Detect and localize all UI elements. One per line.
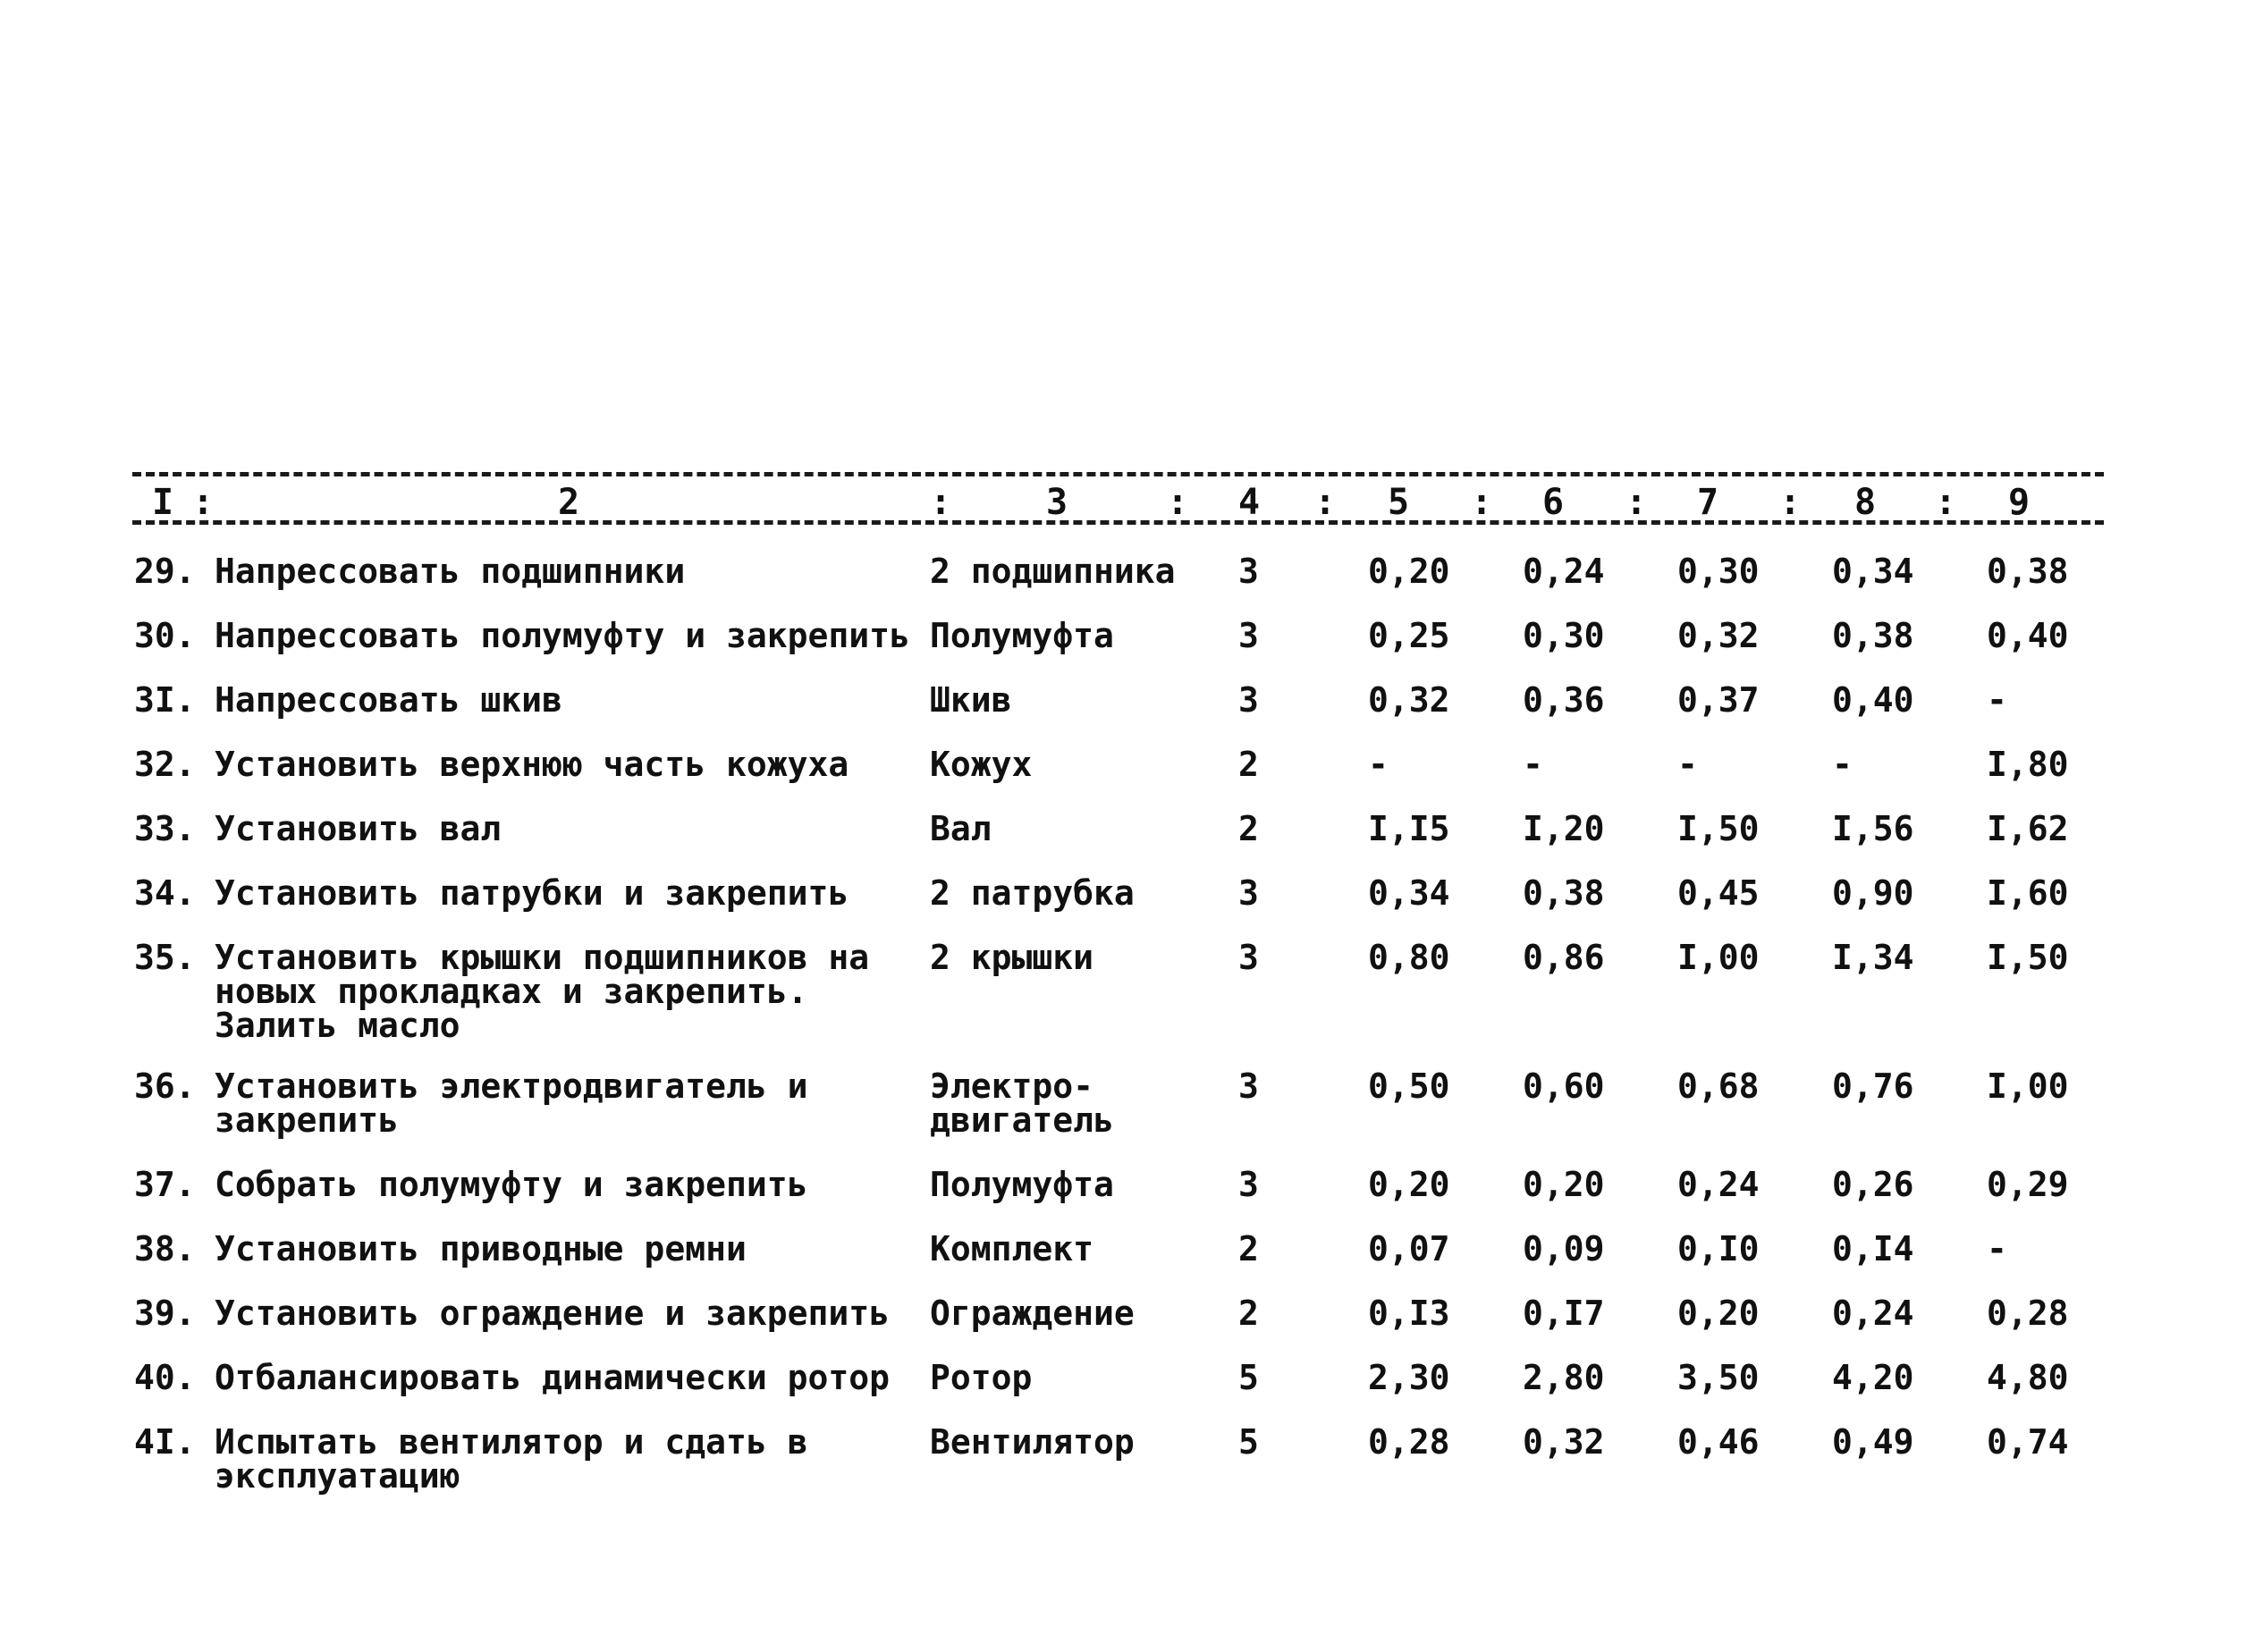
header-col-9: 9 [2008, 482, 2031, 523]
object-name: Полумуфта [930, 1165, 1114, 1204]
operation-description: Напрессовать подшипники [215, 552, 686, 591]
category-value: 2 [1238, 1294, 1259, 1333]
value-col-5: 2,30 [1368, 1358, 1450, 1397]
value-col-5: 0,I3 [1368, 1294, 1450, 1333]
object-name: 2 крышки [930, 938, 1094, 977]
value-col-5: I,I5 [1368, 809, 1450, 848]
row-number: 36. [134, 1066, 196, 1106]
header-col-8: 8 [1854, 482, 1877, 523]
header-col-6: 6 [1542, 482, 1565, 523]
value-col-6: I,20 [1523, 809, 1605, 848]
table-top-rule [132, 472, 2104, 476]
header-col-7: 7 [1697, 482, 1719, 523]
value-col-5: 0,25 [1368, 616, 1450, 655]
header-col-3: 3 [1046, 482, 1068, 523]
operation-description: Установить электродвигатель и закрепить [215, 1066, 808, 1140]
value-col-9: I,80 [1987, 745, 2069, 784]
value-col-9: I,00 [1987, 1066, 2069, 1106]
header-separator: : [1779, 482, 1802, 523]
value-col-5: 0,80 [1368, 938, 1450, 977]
value-col-6: 0,86 [1523, 938, 1605, 977]
object-name: Ротор [930, 1358, 1033, 1397]
row-number: 40. [134, 1358, 196, 1397]
operation-description: Собрать полумуфту и закрепить [215, 1165, 808, 1204]
header-separator: : [1471, 482, 1493, 523]
operation-description: Установить крышки подшипников на новых прокладках и закрепить. Залить масло [215, 938, 870, 1045]
value-col-5: 0,28 [1368, 1422, 1450, 1462]
value-col-9: I,62 [1987, 809, 2069, 848]
value-col-6: 2,80 [1523, 1358, 1605, 1397]
category-value: 2 [1238, 745, 1259, 784]
object-name: Кожух [930, 745, 1033, 784]
value-col-8: 0,I4 [1832, 1229, 1914, 1268]
object-name: Полумуфта [930, 616, 1114, 655]
category-value: 5 [1238, 1358, 1259, 1397]
category-value: 5 [1238, 1422, 1259, 1462]
object-name: Вентилятор [930, 1422, 1135, 1462]
value-col-9: 0,40 [1987, 616, 2069, 655]
row-number: 34. [134, 873, 196, 913]
value-col-7: 0,46 [1677, 1422, 1760, 1462]
category-value: 3 [1238, 1066, 1259, 1106]
value-col-5: 0,20 [1368, 1165, 1450, 1204]
header-bottom-rule [132, 520, 2104, 525]
object-name: Ограждение [930, 1294, 1135, 1333]
value-col-7: I,00 [1677, 938, 1760, 977]
header-separator: : [192, 482, 215, 523]
header-separator: : [1167, 482, 1189, 523]
value-col-6: 0,36 [1523, 680, 1605, 720]
object-name: Шкив [930, 680, 1012, 720]
operation-description: Испытать вентилятор и сдать в эксплуатацию [215, 1422, 808, 1496]
category-value: 3 [1238, 680, 1259, 720]
row-number: 39. [134, 1294, 196, 1333]
object-name: 2 подшипника [930, 552, 1176, 591]
table-header [0, 483, 2246, 522]
value-col-6: 0,24 [1523, 552, 1605, 591]
value-col-6: 0,60 [1523, 1066, 1605, 1106]
value-col-9: 0,28 [1987, 1294, 2069, 1333]
value-col-9: 0,38 [1987, 552, 2069, 591]
value-col-6: 0,09 [1523, 1229, 1605, 1268]
value-col-5: 0,07 [1368, 1229, 1450, 1268]
header-separator: : [1625, 482, 1648, 523]
value-col-5: 0,50 [1368, 1066, 1450, 1106]
row-number: 38. [134, 1229, 196, 1268]
category-value: 2 [1238, 1229, 1259, 1268]
value-col-8: 0,40 [1832, 680, 1914, 720]
value-col-9: 0,29 [1987, 1165, 2069, 1204]
value-col-6: 0,38 [1523, 873, 1605, 913]
value-col-7: 0,32 [1677, 616, 1760, 655]
header-col-2: 2 [558, 482, 580, 523]
value-col-7: 0,45 [1677, 873, 1760, 913]
value-col-9: 0,74 [1987, 1422, 2069, 1462]
value-col-7: 0,20 [1677, 1294, 1760, 1333]
value-col-7: 3,50 [1677, 1358, 1760, 1397]
value-col-8: I,34 [1832, 938, 1914, 977]
header-separator: : [930, 482, 952, 523]
value-col-7: 0,24 [1677, 1165, 1760, 1204]
value-col-8: - [1832, 745, 1853, 784]
category-value: 2 [1238, 809, 1259, 848]
operation-description: Отбалансировать динамически ротор [215, 1358, 890, 1397]
row-number: 3I. [134, 680, 196, 720]
value-col-5: 0,34 [1368, 873, 1450, 913]
category-value: 3 [1238, 1165, 1259, 1204]
header-col-4: 4 [1238, 482, 1261, 523]
operation-description: Установить приводные ремни [215, 1229, 747, 1268]
operation-description: Установить верхнюю часть кожуха [215, 745, 849, 784]
value-col-8: 0,76 [1832, 1066, 1914, 1106]
value-col-9: I,60 [1987, 873, 2069, 913]
value-col-5: - [1368, 745, 1389, 784]
row-number: 30. [134, 616, 196, 655]
value-col-6: - [1523, 745, 1543, 784]
value-col-6: 0,30 [1523, 616, 1605, 655]
value-col-8: 0,90 [1832, 873, 1914, 913]
value-col-8: 0,26 [1832, 1165, 1914, 1204]
value-col-9: - [1987, 1229, 2007, 1268]
operation-description: Напрессовать шкив [215, 680, 562, 720]
operation-description: Установить патрубки и закрепить [215, 873, 849, 913]
row-number: 32. [134, 745, 196, 784]
operation-description: Напрессовать полумуфту и закрепить [215, 616, 910, 655]
operation-description: Установить ограждение и закрепить [215, 1294, 890, 1333]
header-col-5: 5 [1388, 482, 1410, 523]
value-col-7: - [1677, 745, 1698, 784]
value-col-7: 0,I0 [1677, 1229, 1760, 1268]
value-col-7: I,50 [1677, 809, 1760, 848]
value-col-8: 0,24 [1832, 1294, 1914, 1333]
value-col-6: 0,20 [1523, 1165, 1605, 1204]
value-col-8: 0,38 [1832, 616, 1914, 655]
object-name: Электро- двигатель [930, 1066, 1114, 1140]
row-number: 37. [134, 1165, 196, 1204]
value-col-7: 0,68 [1677, 1066, 1760, 1106]
row-number: 4I. [134, 1422, 196, 1462]
value-col-5: 0,20 [1368, 552, 1450, 591]
object-name: Комплект [930, 1229, 1094, 1268]
value-col-7: 0,37 [1677, 680, 1760, 720]
value-col-8: 0,34 [1832, 552, 1914, 591]
category-value: 3 [1238, 938, 1259, 977]
value-col-9: 4,80 [1987, 1358, 2069, 1397]
row-number: 33. [134, 809, 196, 848]
object-name: Вал [930, 809, 992, 848]
value-col-8: 0,49 [1832, 1422, 1914, 1462]
header-separator: : [1314, 482, 1337, 523]
category-value: 3 [1238, 873, 1259, 913]
value-col-6: 0,32 [1523, 1422, 1605, 1462]
value-col-9: - [1987, 680, 2007, 720]
value-col-8: 4,20 [1832, 1358, 1914, 1397]
category-value: 3 [1238, 616, 1259, 655]
object-name: 2 патрубка [930, 873, 1135, 913]
value-col-6: 0,I7 [1523, 1294, 1605, 1333]
value-col-5: 0,32 [1368, 680, 1450, 720]
row-number: 29. [134, 552, 196, 591]
value-col-7: 0,30 [1677, 552, 1760, 591]
operation-description: Установить вал [215, 809, 502, 848]
value-col-9: I,50 [1987, 938, 2069, 977]
header-separator: : [1935, 482, 1957, 523]
header-col-1: I [152, 482, 174, 523]
value-col-8: I,56 [1832, 809, 1914, 848]
category-value: 3 [1238, 552, 1259, 591]
row-number: 35. [134, 938, 196, 977]
